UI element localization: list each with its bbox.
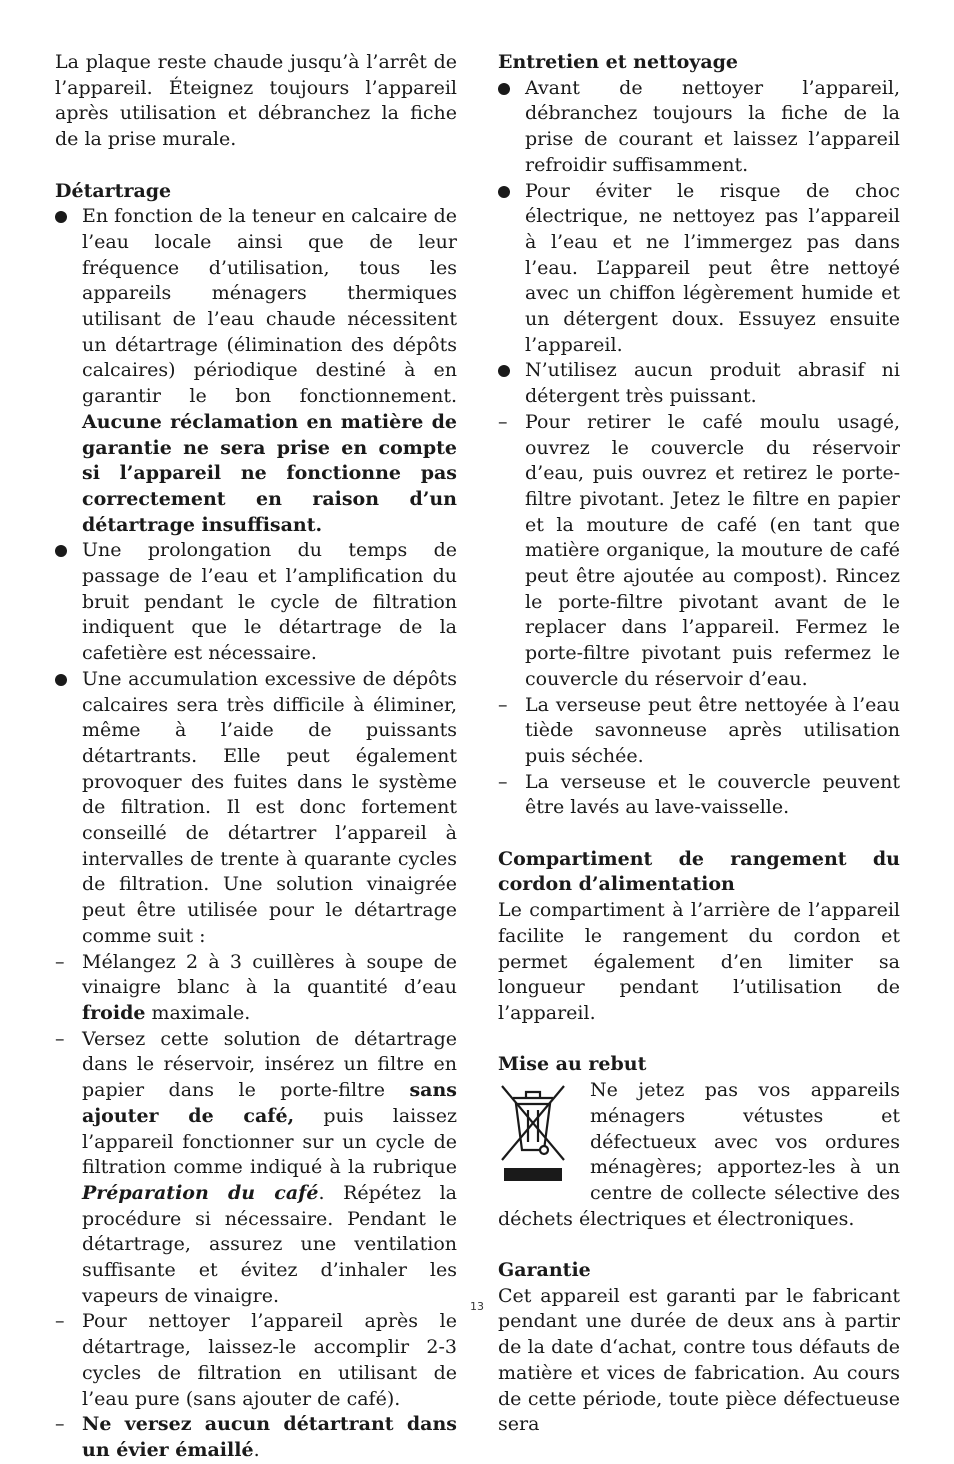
dash-marker: – <box>55 1310 65 1333</box>
rebut-heading: Mise au rebut <box>498 1053 647 1076</box>
detartrage-heading: Détartrage <box>55 179 172 202</box>
bullet-dot-icon <box>498 365 510 377</box>
bullet-dot-icon <box>498 83 510 95</box>
cordon-heading: Compartiment de rangement du cordon d’alimentation <box>498 847 900 896</box>
dash-marker: – <box>55 950 65 973</box>
list-item: N’utilisez aucun produit abrasif ni détergent très puissant. <box>498 358 900 409</box>
intro-paragraph: La plaque reste chaude jusqu’à l’arrêt de l’appareil. Éteignez toujours l’appareil après utilisation et débranchez la fiche de la prise murale. <box>55 51 457 151</box>
bullet-dot-icon <box>55 674 67 686</box>
left-column <box>55 50 457 1464</box>
entretien-heading: Entretien et nettoyage <box>498 51 739 73</box>
page-number: 13 <box>470 1300 484 1313</box>
bullet-dot-icon <box>498 186 510 198</box>
dash-marker: – <box>55 1413 65 1436</box>
dash-item: – Ne versez aucun détartrant dans un évier émaillé. <box>55 1413 457 1461</box>
garantie-heading: Garantie <box>498 1259 591 1281</box>
list-item: Une accumulation excessive de dépôts calcaires sera très difficile à éliminer, même à l’aide de puissants détartrants. Elle peut également provoquer des fuites dans le système de filtration. Il est donc fortement conseillé de détartrer l’appareil à intervalles de trente à quarante cycles de filtration. Une solution vinaigrée peut être utilisée pour le détartrage comme suit : <box>55 667 457 950</box>
dash-marker: – <box>498 693 508 716</box>
rebut-block <box>498 1078 900 1232</box>
list-item: Pour éviter le risque de choc électrique, ne nettoyez pas l’appareil à l’eau et ne l’immergez pas dans l’eau. L’appareil peut être nettoyé avec un chiffon légèrement humide et un détergent doux. Essuyez ensuite l’appareil. <box>498 179 900 359</box>
rebut-paragraph: Ne jetez pas vos appareils ménagers vétustes et défectueux avec vos ordures ménagères; apportez-les à un centre de collecte sélective des déchets électriques et électroniques. <box>498 1079 900 1230</box>
bullet-dot-icon <box>55 545 67 557</box>
dash-item: – Pour retirer le café moulu usagé, ouvrez le couvercle du réservoir d’eau, puis ouvrez et retirez le porte-filtre pivotant. Jetez le filtre en papier et la mouture de café (en tant que matière organique, la mouture de café peut être ajoutée au compost). Rincez le porte-filtre pivotant avant de le replacer dans l’appareil. Fermez le porte-filtre pivotant puis refermez le couvercle du réservoir d’eau. <box>498 410 900 690</box>
list-item: Une prolongation du temps de passage de l’eau et l’amplification du bruit pendant le cycle de filtration indiquent que le détartrage de la cafetière est nécessaire. <box>55 538 457 667</box>
dash-item: – Versez cette solution de détartrage dans le réservoir, insérez un filtre en papier dans le porte-filtre sans ajouter de café, puis laissez l’appareil fonctionner sur un cycle de filtration comme indiqué à la rubrique Préparation du café. Répétez la procédure si nécessaire. Pendant le détartrage, assurez une ventilation suffisante et évitez d’inhaler les vapeurs de vinaigre. <box>55 1027 457 1307</box>
right-column <box>498 50 900 1438</box>
dash-marker: – <box>55 1027 65 1050</box>
crossed-bin-icon <box>498 1080 568 1185</box>
dash-item: – Mélangez 2 à 3 cuillères à soupe de vinaigre blanc à la quantité d’eau froide maximale. <box>55 950 457 1024</box>
bullet-dot-icon <box>55 211 67 223</box>
cordon-paragraph: Le compartiment à l’arrière de l’appareil facilite le rangement du cordon et permet également d’en limiter sa longueur pendant l’utilisation de l’appareil. <box>498 899 900 1024</box>
dash-marker: – <box>498 770 508 793</box>
dash-marker: – <box>498 410 508 433</box>
list-item: Avant de nettoyer l’appareil, débranchez toujours la fiche de la prise de courant et laissez l’appareil refroidir suffisamment. <box>498 76 900 179</box>
garantie-paragraph: Cet appareil est garanti par le fabricant pendant une durée de deux ans à partir de la date d‘achat, contre tous défauts de matière et vices de fabrication. Au cours de cette période, toute pièce défectueuse sera <box>498 1284 900 1436</box>
list-item: En fonction de la teneur en calcaire de l’eau locale ainsi que de leur fréquence d’utilisation, tous les appareils ménagers thermiques utilisant de l’eau chaude nécessitent un détartrage (élimination des dépôts calcaires) périodique destiné à en garantir le bon fonctionnement. Aucune réclamation en matière de garantie ne sera prise en compte si l’appareil ne fonctionne pas correctement en raison d’un détartrage insuffisant. <box>55 204 457 538</box>
dash-item: – La verseuse peut être nettoyée à l’eau tiède savonneuse après utilisation puis séchée. <box>498 693 900 767</box>
dash-item: – La verseuse et le couvercle peuvent être lavés au lave-vaisselle. <box>498 770 900 819</box>
dash-item: – Pour nettoyer l’appareil après le détartrage, laissez-le accomplir 2-3 cycles de filtration en utilisant de l’eau pure (sans ajouter de café). <box>55 1310 457 1410</box>
